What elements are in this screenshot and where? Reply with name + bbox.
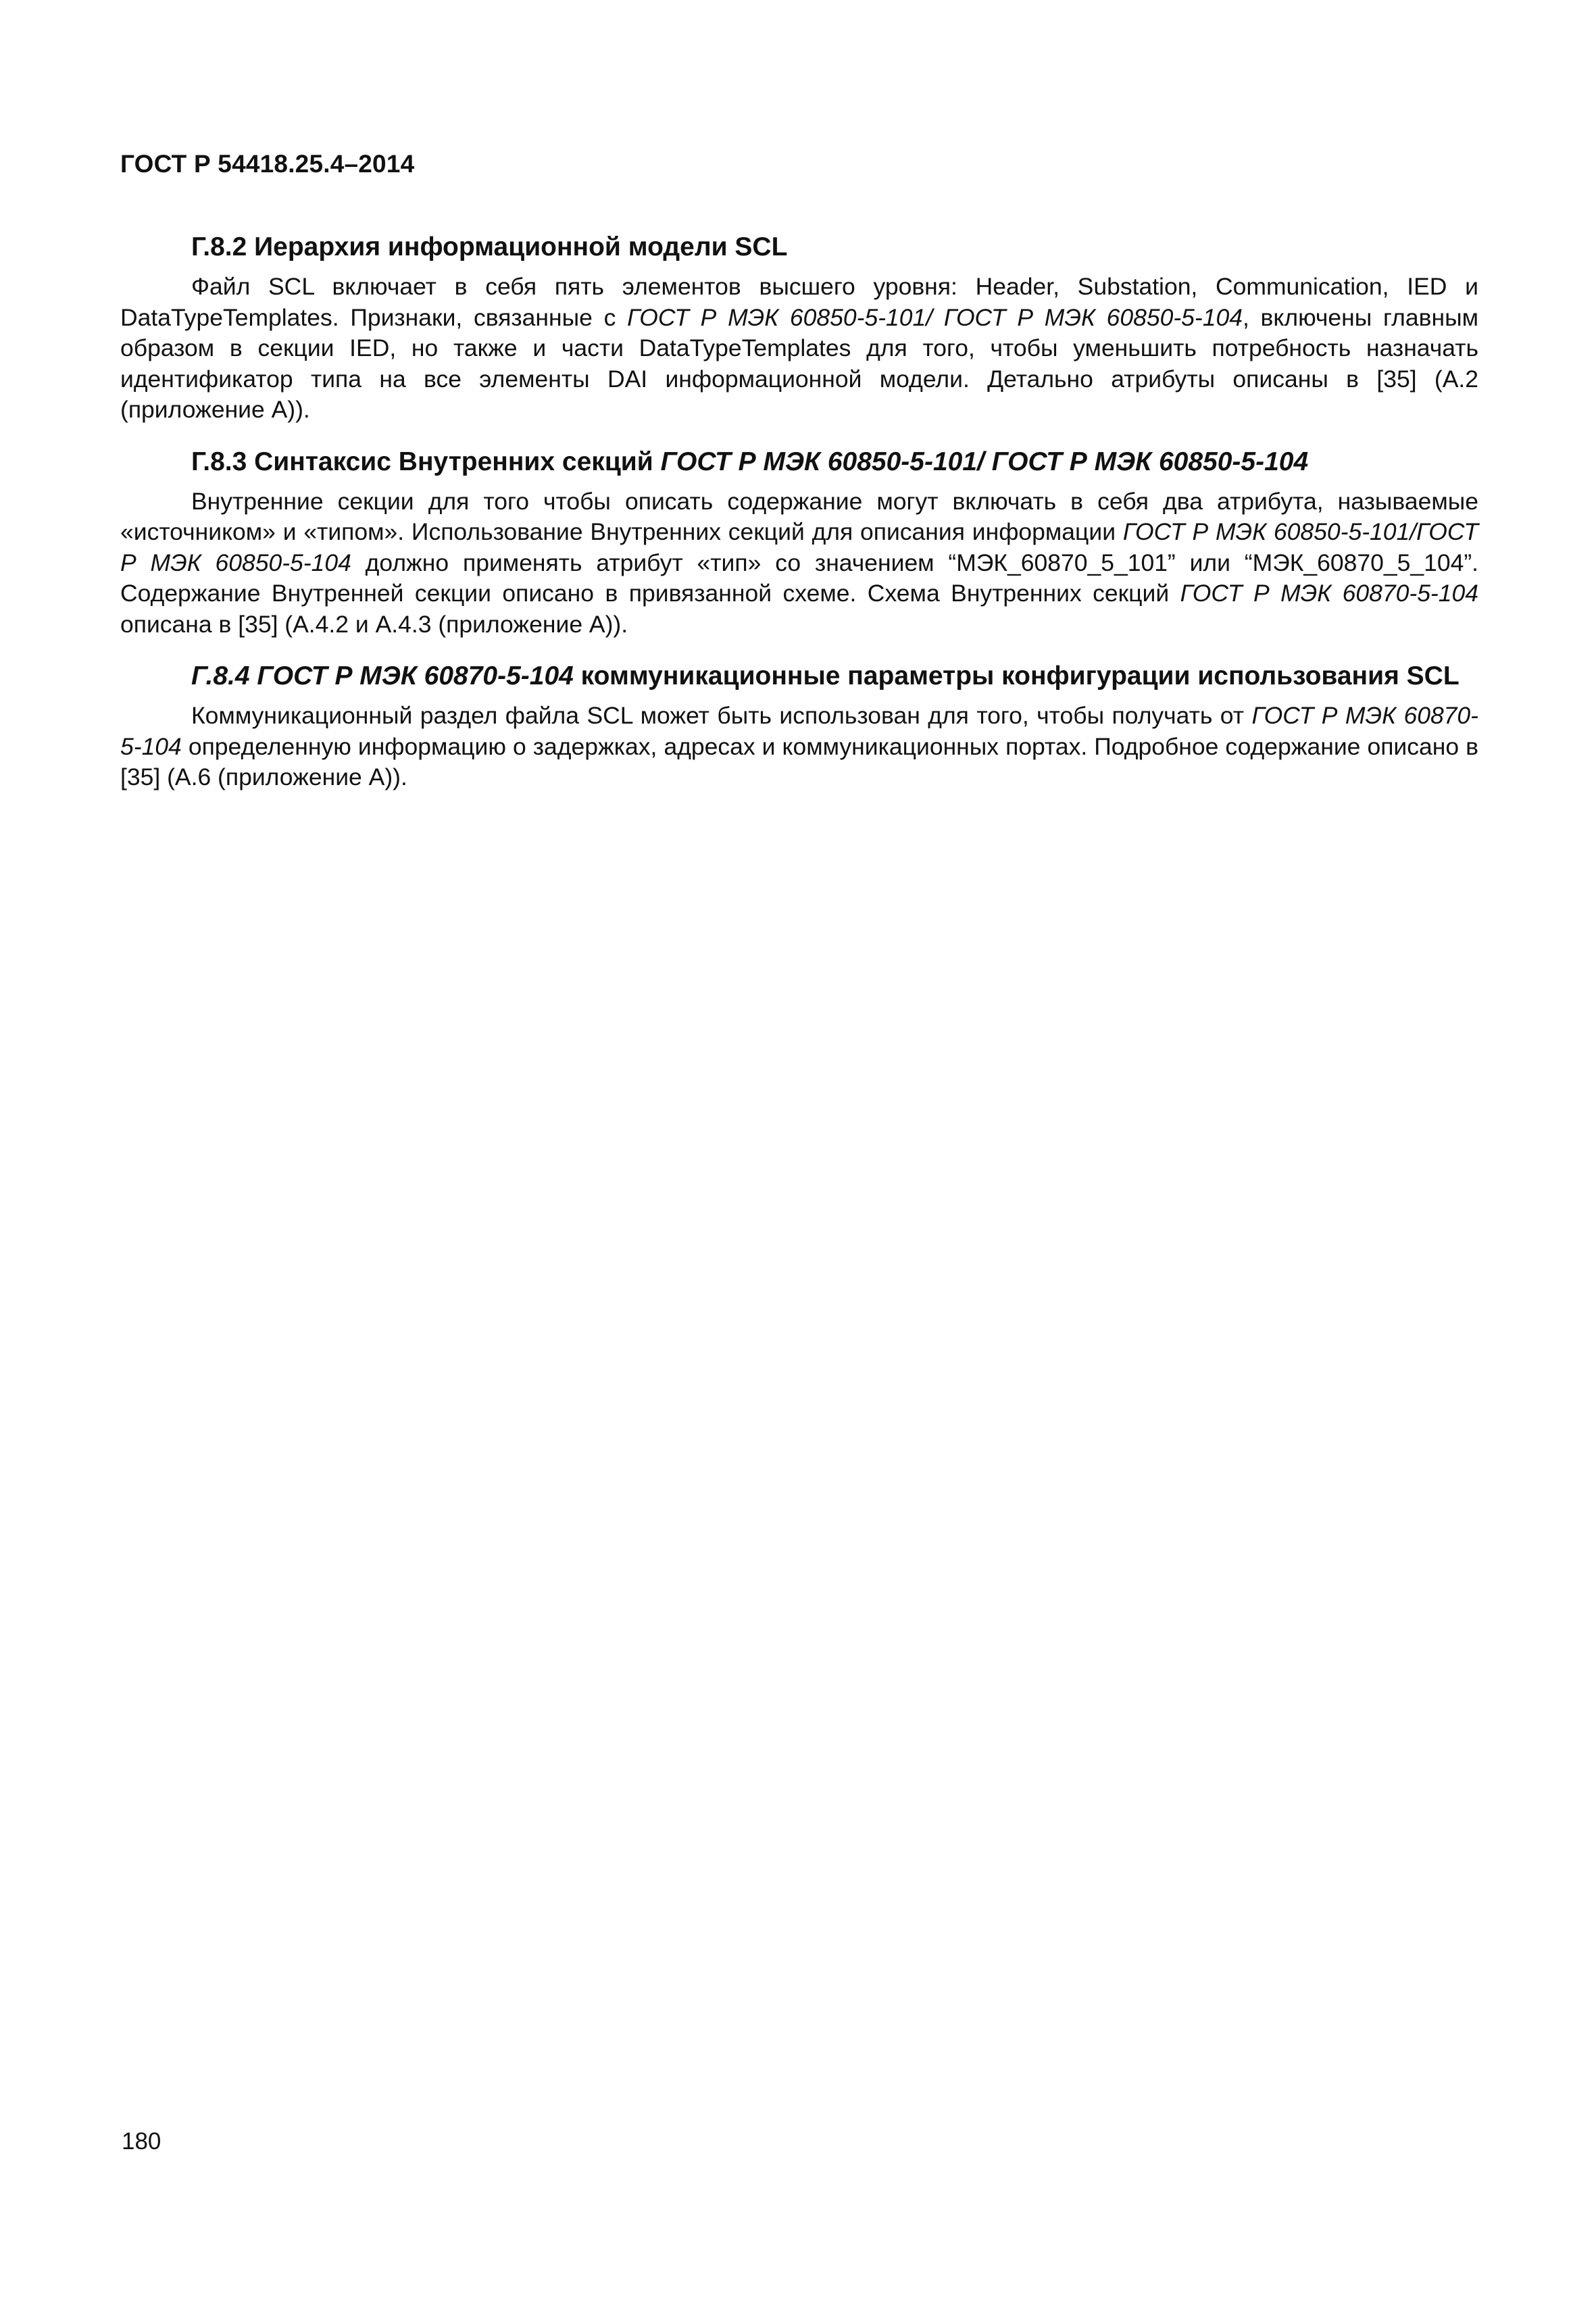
heading-text: коммуникационные параметры конфигурации использования SCL (573, 661, 1460, 690)
heading-text: Г.8.3 Синтаксис Внутренних секций (191, 447, 661, 476)
standard-reference: ГОСТ Р МЭК 60850-5-101/ ГОСТ Р МЭК 60850-5-104 (627, 303, 1243, 331)
section-paragraph-g83 (120, 486, 1478, 640)
heading-standard-reference: ГОСТ Р МЭК 60850-5-101/ ГОСТ Р МЭК 60850-5-104 (660, 447, 1309, 476)
page-number: 180 (122, 2128, 161, 2155)
section-heading-g83 (120, 445, 1478, 480)
section-paragraph-g84 (120, 701, 1478, 793)
section-heading-g82: Г.8.2 Иерархия информационной модели SCL (191, 232, 788, 261)
text-run: описана в [35] (A.4.2 и A.4.3 (приложение А)). (120, 610, 628, 638)
text-run: Файл SCL включает в себя пять элементов высшего уровня: Header, Substation, Communication, IED и DataTypeTemplates. Признаки, связанные с (120, 273, 1478, 331)
section-paragraph-g82 (120, 272, 1478, 426)
standard-reference: ГОСТ Р МЭК 60870-5-104 (1180, 580, 1478, 607)
text-run: определенную информацию о задержках, адресах и коммуникационных портах. Подробное содержание описано в [35] (A.6 (приложение А)). (120, 732, 1478, 790)
text-run: должно применять атрибут «тип» со значением “МЭК_60870_5_101” или “МЭК_60870_5_104”. Содержание Внутренней секции описано в привязанной схеме. Схема Внутренних секций (120, 549, 1478, 607)
standard-reference: ГОСТ Р МЭК 60850-5-101/ГОСТ Р МЭК 60850-5-104 (120, 518, 1478, 576)
text-run: , включены главным образом в секции IED, но также и части DataTypeTemplates для того, чтобы уменьшить потребность назначать идентификатор типа на все элементы DAI информационной модели. Детально атрибуты описаны в [35] (A.2 (приложение А)). (120, 303, 1478, 423)
standard-reference: ГОСТ Р МЭК 60870-5-104 (120, 702, 1478, 760)
section-heading-g84 (120, 659, 1478, 694)
document-body (120, 230, 1478, 812)
text-run: Коммуникационный раздел файла SCL может быть использован для того, чтобы получать от (191, 702, 1252, 729)
heading-standard-reference: Г.8.4 ГОСТ Р МЭК 60870-5-104 (191, 661, 574, 690)
text-run: Внутренние секции для того чтобы описать содержание могут включать в себя два атрибута, называемые «источником» и «типом». Использование Внутренних секций для описания информации (120, 487, 1478, 545)
document-code-header: ГОСТ Р 54418.25.4–2014 (120, 150, 415, 178)
